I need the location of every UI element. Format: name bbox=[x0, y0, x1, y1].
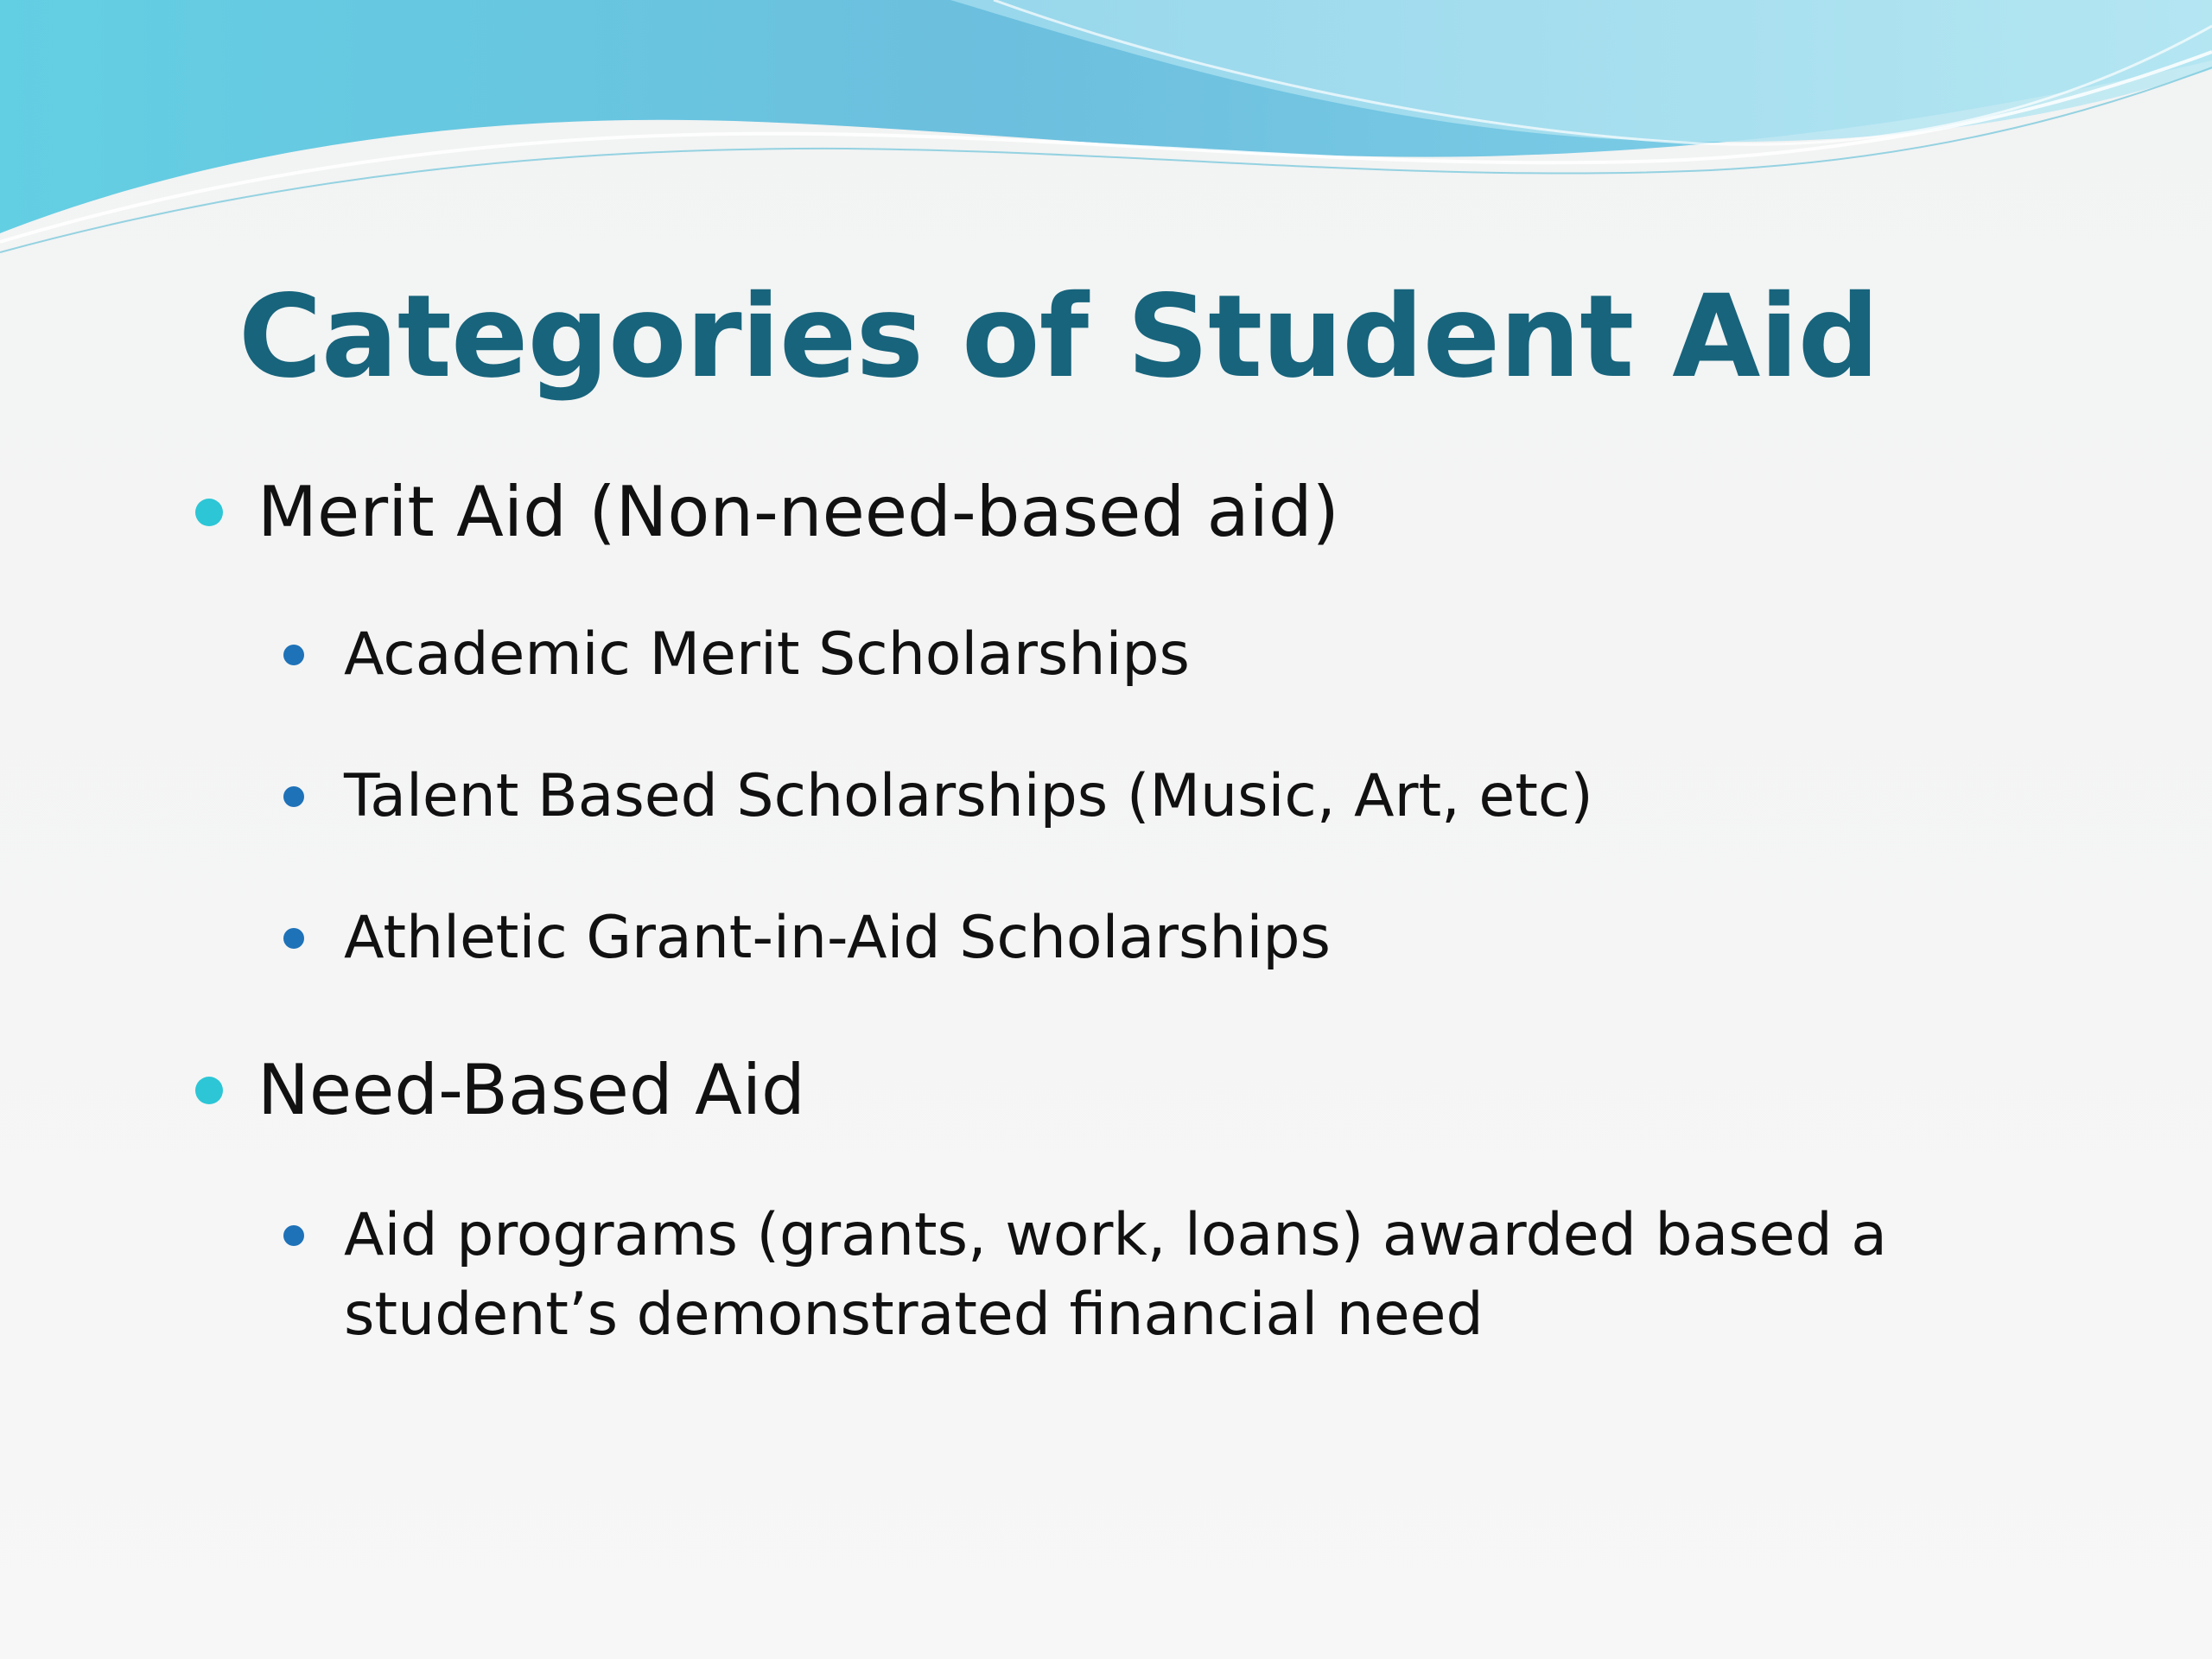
level2-bullet-icon bbox=[283, 786, 304, 807]
level2-bullet-icon bbox=[283, 645, 304, 665]
level1-bullet-icon bbox=[195, 499, 223, 526]
list-item-aid-programs: Aid programs (grants, work, loans) awarded based a student’s demonstrated financial need bbox=[344, 1201, 1887, 1349]
list-item-need-based: Need-Based Aid bbox=[257, 1050, 805, 1130]
list-item-athletic: Athletic Grant-in-Aid Scholarships bbox=[344, 904, 1331, 972]
level2-bullet-icon bbox=[283, 928, 304, 949]
level2-bullet-icon bbox=[283, 1225, 304, 1246]
list-item-merit-aid: Merit Aid (Non-need-based aid) bbox=[257, 472, 1339, 552]
list-item-talent-based: Talent Based Scholarships (Music, Art, etc) bbox=[344, 762, 1593, 830]
list-item-academic-merit: Academic Merit Scholarships bbox=[344, 620, 1190, 689]
slide-title: Categories of Student Aid bbox=[238, 270, 1879, 404]
level1-bullet-icon bbox=[195, 1077, 223, 1104]
